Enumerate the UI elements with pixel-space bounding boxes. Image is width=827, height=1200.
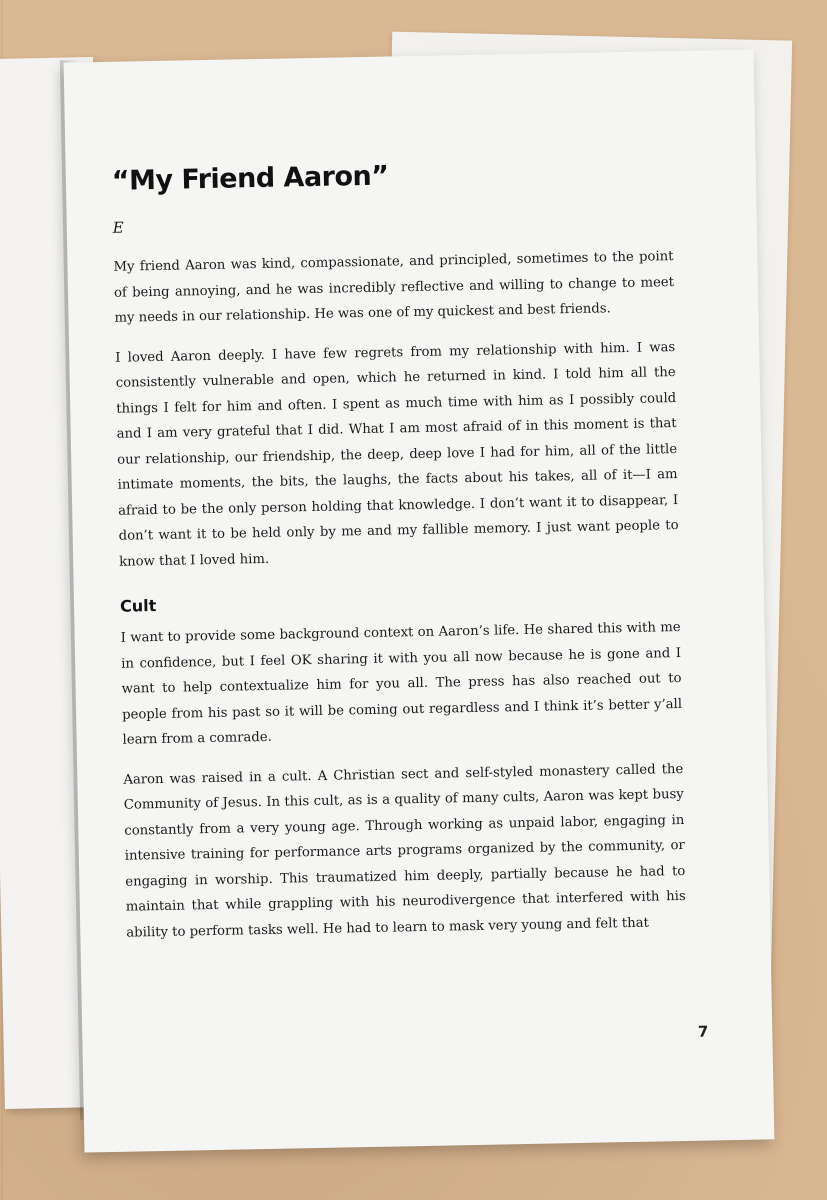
author-initial: E <box>112 218 124 237</box>
paragraph: I want to provide some background context on Aaron’s life. He shared this with me in confidence, but I feel OK sharing it with you all now because he is gone and I want to help contextualize him for you all. The press has also reached out to people from his past so it will be coming out regardless and I think it’s better y’all learn from a comrade. <box>120 619 683 748</box>
book-page <box>64 49 775 1152</box>
page-content <box>112 155 687 960</box>
page-number: 7 <box>697 1022 709 1041</box>
chapter-title: “My Friend Aaron” <box>111 160 389 197</box>
paragraph: My friend Aaron was kind, compassionate, and principled, sometimes to the point of being annoying, and he was incredibly reflective and willing to change to meet my needs in our relationship. He was one of my quickest and best friends. <box>113 249 675 326</box>
section-heading: Cult <box>119 596 157 616</box>
paragraph: Aaron was raised in a cult. A Christian sect and self-styled monastery called the Community of Jesus. In this cult, as is a quality of many cults, Aaron was kept busy constantly from a very young age. Through working as unpaid labor, engaging in intensive training for performance arts programs organized by the community, or engaging in worship. This traumatized him deeply, partially because he had to maintain that while grappling with his neurodivergence that interfered with his ability to perform tasks well. He had to learn to mask very young and felt that <box>123 761 686 941</box>
paragraph: I loved Aaron deeply. I have few regrets from my relationship with him. I was consistently vulnerable and open, which he returned in kind. I told him all the things I felt for him and often. I spent as much time with him as I possibly could and I am very grateful that I did. What I am most afraid of in this moment is that our relationship, our friendship, the deep, deep love I had for him, all of the little intimate moments, the bits, the laughs, the facts about his takes, all of it—I am afraid to be the only person holding that knowledge. I don’t want it to disappear, I don’t want it to be held only by me and my fallible memory. I just want people to know that I loved him. <box>115 339 679 570</box>
